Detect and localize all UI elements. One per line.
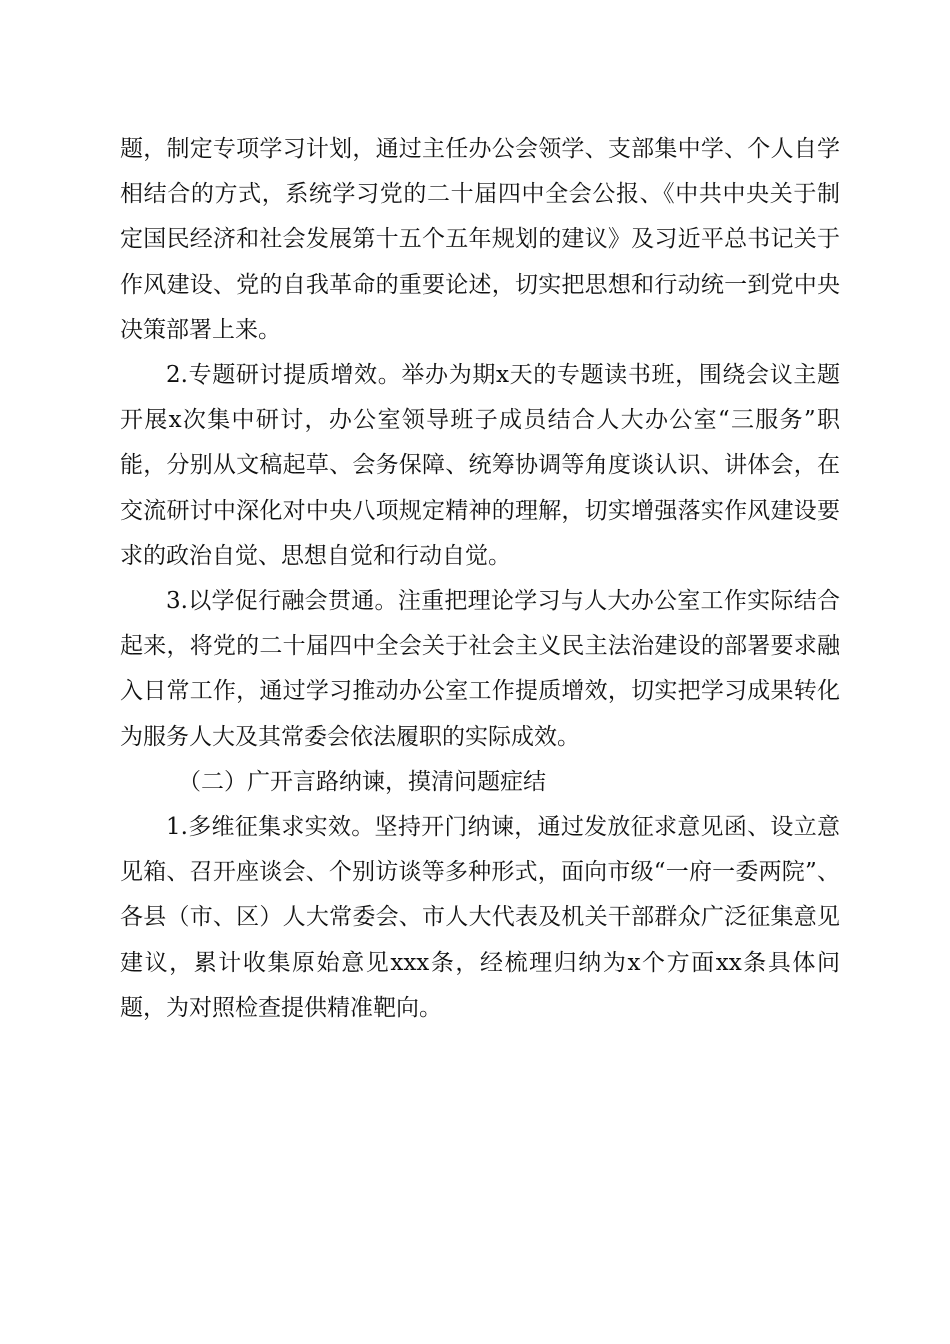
paragraph-study-plan: 题，制定专项学习计划，通过主任办公会领学、支部集中学、个人自学相结合的方式，系统学习党的二十届四中全会公报、《中共中央关于制定国民经济和社会发展第十五个五年规划的建议》及习近平总书记关于作风建设、党的自我革命的重要论述，切实把思想和行动统一到党中央决策部署上来。 (120, 136, 840, 343)
document-body (120, 127, 840, 1031)
paragraph-seminar: 2.专题研讨提质增效。举办为期x天的专题读书班，围绕会议主题开展x次集中研讨，办公室领导班子成员结合人大办公室“三服务”职能，分别从文稿起草、会务保障、统筹协调等角度谈认识、讲体会，在交流研讨中深化对中央八项规定精神的理解，切实增强落实作风建设要求的政治自觉、思想自觉和行动自觉。 (120, 362, 840, 569)
section-heading-2: （二）广开言路纳谏，摸清问题症结 (178, 768, 546, 795)
paragraph-learning-practice: 3.以学促行融会贯通。注重把理论学习与人大办公室工作实际结合起来，将党的二十届四中全会关于社会主义民主法治建设的部署要求融入日常工作，通过学习推动办公室工作提质增效，切实把学习成果转化为服务人大及其常委会依法履职的实际成效。 (120, 588, 840, 750)
paragraph-opinion-collection: 1.多维征集求实效。坚持开门纳谏，通过发放征求意见函、设立意见箱、召开座谈会、个别访谈等多种形式，面向市级“一府一委两院”、各县（市、区）人大常委会、市人大代表及机关干部群众广泛征集意见建议，累计收集原始意见xxx条，经梳理归纳为x个方面xx条具体问题，为对照检查提供精准靶向。 (120, 814, 840, 1021)
